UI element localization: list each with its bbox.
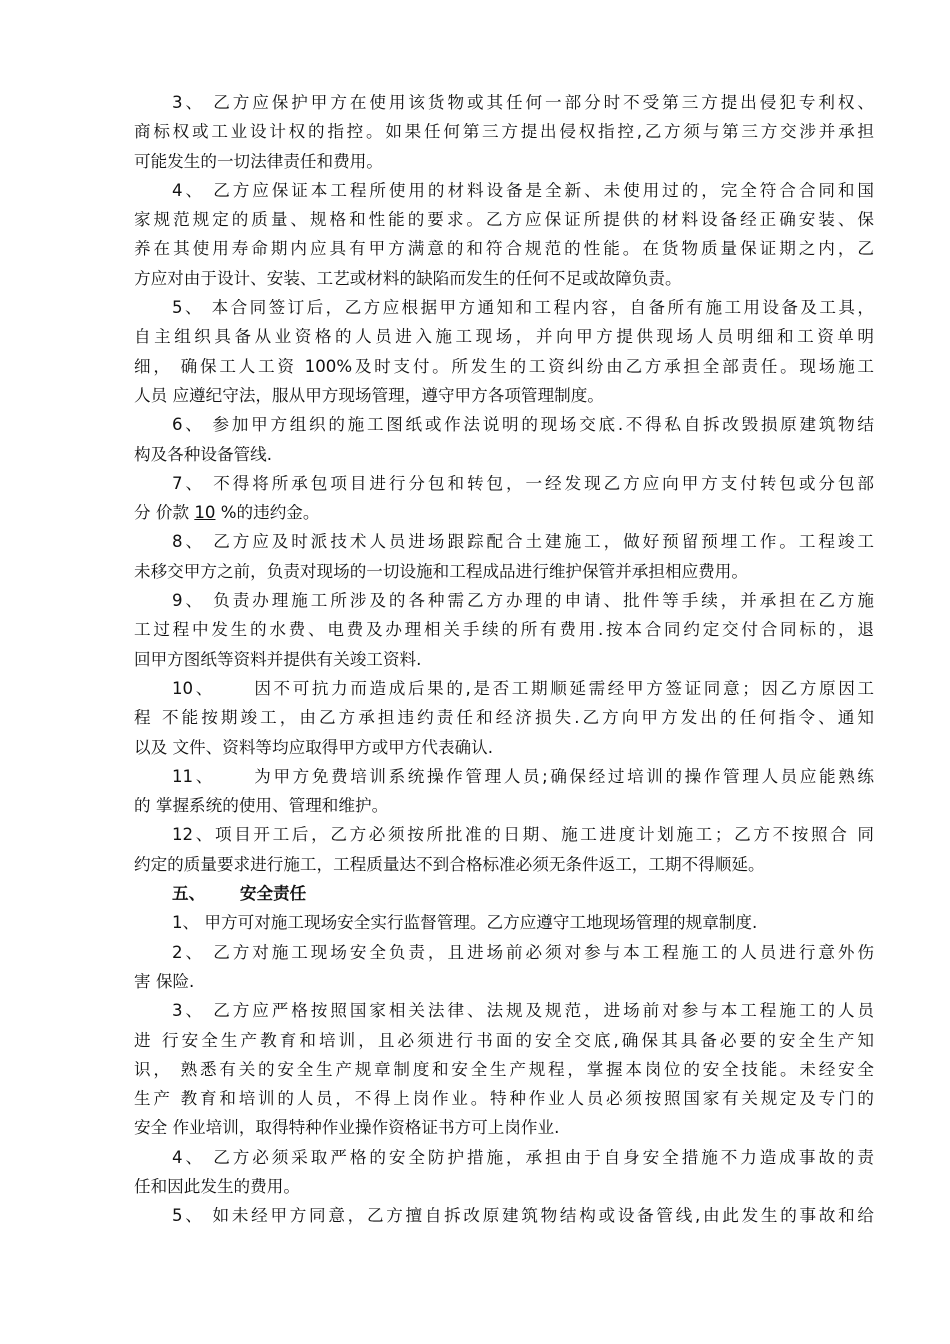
- text-fragment: 分 价款: [134, 503, 195, 523]
- text-line: 方应对由于设计、安装、工艺或材料的缺陷而发生的任何不足或故障负责。: [134, 268, 682, 288]
- text-line: 4、 乙方应保证本工程所使用的材料设备是全新、未使用过的，完全符合合同和国: [172, 180, 874, 200]
- text-line: 商标权或工业设计权的指控。如果任何第三方提出侵权指控,乙方须与第三方交涉并承担: [134, 122, 874, 142]
- text-line: 安全 作业培训，取得特种作业操作资格证书方可上岗作业.: [134, 1118, 560, 1138]
- text-line: 3、 乙方应保护甲方在使用该货物或其任何一部分时不受第三方提出侵犯专利权、: [172, 93, 874, 112]
- text-line: 的 掌握系统的使用、管理和维护。: [134, 796, 389, 816]
- text-line: 任和因此发生的费用。: [134, 1176, 300, 1196]
- text-line: 养在其使用寿命期内应具有甲方满意的和符合规范的性能。在货物质量保证期之内，乙: [134, 239, 874, 259]
- text-line: 约定的质量要求进行施工，工程质量达不到合格标准必须无条件返工，工期不得顺延。: [134, 854, 765, 874]
- text-line: 回甲方图纸等资料并提供有关竣工资料.: [134, 649, 422, 669]
- text-line: 可能发生的一切法律责任和费用。: [134, 151, 383, 171]
- section-heading: 五、 安全责任: [172, 884, 307, 904]
- text-line: 人员 应遵纪守法，服从甲方现场管理，遵守甲方各项管理制度。: [134, 385, 604, 405]
- text-line: 害 保险.: [134, 971, 195, 991]
- text-line: 以及 文件、资料等均应取得甲方或甲方代表确认.: [134, 737, 494, 757]
- text-fragment: %的违约金。: [215, 503, 320, 523]
- text-line: 细， 确保工人工资 100%及时支付。所发生的工资纠纷由乙方承担全部责任。现场施工: [134, 356, 874, 376]
- text-line: 11、 为甲方免费培训系统操作管理人员;确保经过培训的操作管理人员应能熟练: [172, 766, 874, 786]
- text-line: 5、 本合同签订后，乙方应根据甲方通知和工程内容，自备所有施工用设备及工具，: [172, 298, 874, 318]
- text-line: 自主组织具备从业资格的人员进入施工现场，并向甲方提供现场人员明细和工资单明: [134, 327, 874, 347]
- text-line: 10、 因不可抗力而造成后果的,是否工期顺延需经甲方签证同意；因乙方原因工: [172, 678, 874, 698]
- text-line: 构及各种设备管线.: [134, 444, 273, 464]
- text-line: 9、 负责办理施工所涉及的各种需乙方办理的申请、批件等手续，并承担在乙方施: [172, 591, 874, 611]
- text-line: 4、 乙方必须采取严格的安全防护措施，承担由于自身安全措施不力造成事故的责: [172, 1147, 874, 1167]
- text-line: 2、 乙方对施工现场安全负责，且进场前必须对参与本工程施工的人员进行意外伤: [172, 942, 874, 962]
- text-line: 工过程中发生的水费、电费及办理相关手续的所有费用.按本合同约定交付合同标的，退: [134, 620, 874, 640]
- text-line: 识， 熟悉有关的安全生产规章制度和安全生产规程，掌握本岗位的安全技能。未经安全: [134, 1059, 874, 1079]
- text-line: 未移交甲方之前，负责对现场的一切设施和工程成品进行维护保管并承担相应费用。: [134, 561, 748, 581]
- text-line: 家规范规定的质量、规格和性能的要求。乙方应保证所提供的材料设备经正确安装、保: [134, 210, 874, 230]
- text-line: 进 行安全生产教育和培训，且必须进行书面的安全交底,确保其具备必要的安全生产知: [134, 1030, 874, 1050]
- text-line: 8、 乙方应及时派技术人员进场跟踪配合土建施工，做好预留预埋工作。工程竣工: [172, 532, 874, 552]
- text-line: 5、 如未经甲方同意，乙方擅自拆改原建筑物结构或设备管线,由此发生的事故和给: [172, 1206, 874, 1226]
- text-line: 3、 乙方应严格按照国家相关法律、法规及规范，进场前对参与本工程施工的人员: [172, 1001, 874, 1021]
- underlined-value: 10: [194, 503, 216, 523]
- text-line: 程 不能按期竣工，由乙方承担违约责任和经济损失.乙方向甲方发出的任何指令、通知: [134, 708, 874, 728]
- text-line: 生产 教育和培训的人员，不得上岗作业。特种作业人员必须按照国家有关规定及专门的: [134, 1089, 874, 1109]
- text-line: 12、项目开工后，乙方必须按所批准的日期、施工进度计划施工；乙方不按照合 同: [172, 825, 874, 845]
- text-line: [134, 498, 874, 527]
- text-line: 6、 参加甲方组织的施工图纸或作法说明的现场交底.不得私自拆改毁损原建筑物结: [172, 415, 874, 435]
- text-line: 1、 甲方可对施工现场安全实行监督管理。乙方应遵守工地现场管理的规章制度.: [172, 913, 758, 933]
- text-line: 7、 不得将所承包项目进行分包和转包，一经发现乙方应向甲方支付转包或分包部: [172, 473, 874, 493]
- document-body: [134, 88, 874, 1231]
